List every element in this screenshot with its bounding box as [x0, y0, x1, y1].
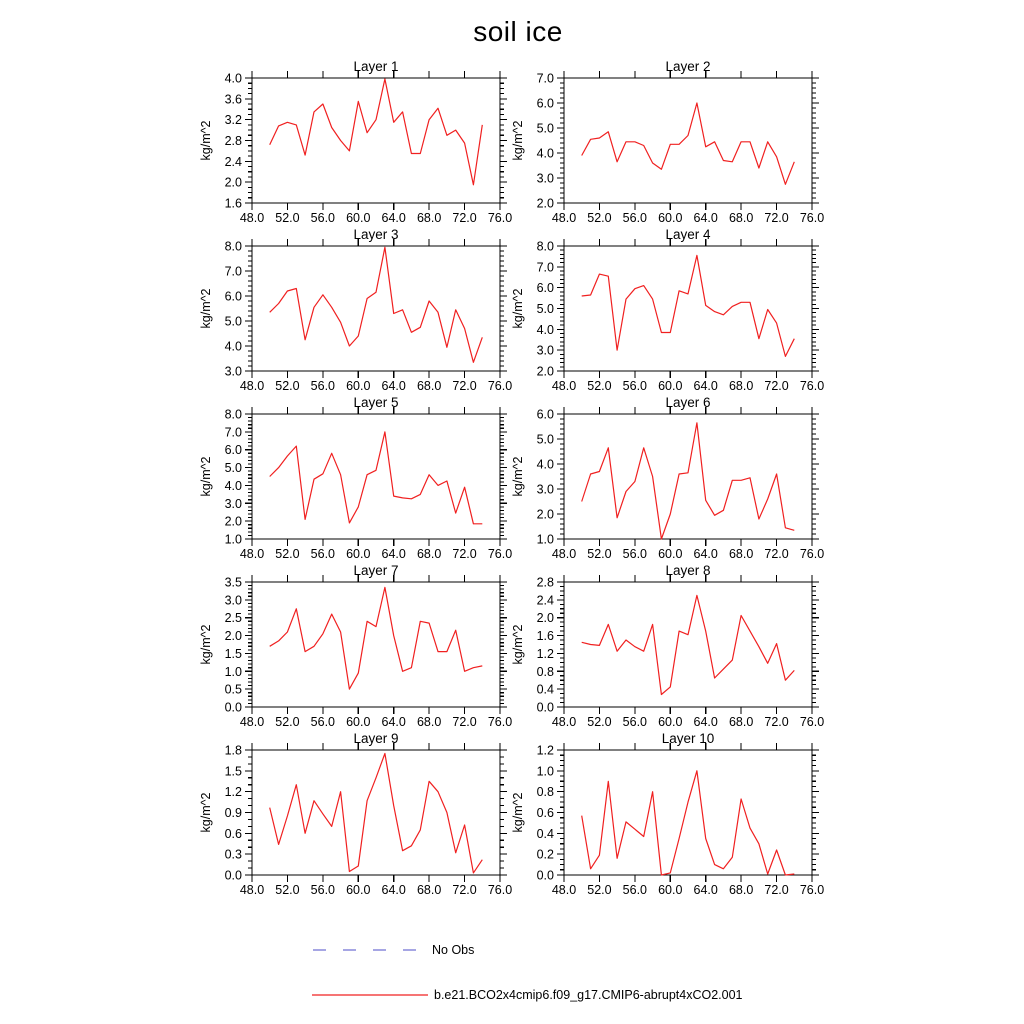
y-tick-label: 1.2 — [536, 743, 554, 758]
panel-title: Layer 9 — [353, 731, 399, 746]
axes-layer-9 — [245, 743, 507, 882]
y-axis-label: kg/m^2 — [511, 624, 525, 665]
chart-panel-layer-10 — [511, 731, 824, 897]
data-line-layer-6 — [582, 423, 795, 539]
legend-item-model — [312, 988, 743, 1002]
y-tick-label: 0.3 — [224, 847, 242, 862]
axes-layer-6 — [557, 407, 819, 546]
y-axis-label: kg/m^2 — [199, 288, 213, 329]
legend-label-no-obs: No Obs — [432, 943, 475, 957]
data-line-layer-4 — [582, 255, 795, 356]
y-tick-label: 0.5 — [224, 682, 242, 697]
x-tick-label: 48.0 — [551, 715, 577, 729]
x-tick-label: 76.0 — [799, 211, 825, 225]
y-tick-label: 1.0 — [224, 532, 242, 547]
y-axis-label: kg/m^2 — [199, 120, 213, 161]
x-tick-label: 48.0 — [239, 883, 265, 897]
x-tick-label: 68.0 — [416, 547, 442, 561]
x-tick-label: 72.0 — [452, 883, 477, 897]
x-tick-label: 52.0 — [587, 547, 612, 561]
x-tick-label: 60.0 — [658, 547, 683, 561]
x-tick-label: 48.0 — [551, 883, 577, 897]
y-tick-label: 1.6 — [536, 629, 554, 644]
x-tick-label: 68.0 — [416, 379, 442, 393]
axes-layer-4 — [557, 239, 819, 378]
x-tick-label: 52.0 — [275, 715, 300, 729]
chart-panel-layer-4 — [511, 227, 824, 393]
axes-layer-1 — [245, 71, 507, 210]
x-tick-label: 56.0 — [622, 883, 648, 897]
x-tick-label: 72.0 — [764, 715, 789, 729]
axes-layer-3 — [245, 239, 507, 378]
y-axis-label: kg/m^2 — [511, 120, 525, 161]
y-tick-label: 6.0 — [224, 443, 242, 458]
x-tick-label: 52.0 — [275, 211, 300, 225]
x-tick-label: 52.0 — [275, 379, 300, 393]
x-tick-label: 68.0 — [728, 547, 754, 561]
x-tick-label: 64.0 — [381, 715, 406, 729]
x-tick-label: 56.0 — [622, 211, 648, 225]
y-tick-label: 5.0 — [536, 432, 554, 447]
y-tick-label: 1.6 — [224, 196, 242, 211]
y-tick-label: 0.8 — [536, 785, 554, 800]
y-tick-label: 2.0 — [536, 611, 554, 626]
y-axis-label: kg/m^2 — [199, 792, 213, 833]
x-tick-label: 72.0 — [452, 379, 477, 393]
panel-title: Layer 6 — [665, 395, 711, 410]
y-tick-label: 3.0 — [224, 593, 242, 608]
y-tick-label: 8.0 — [224, 239, 242, 254]
y-axis-label: kg/m^2 — [511, 792, 525, 833]
x-tick-label: 60.0 — [658, 883, 683, 897]
y-tick-label: 3.0 — [536, 482, 554, 497]
page-title: soil ice — [473, 16, 563, 47]
y-tick-label: 0.0 — [224, 700, 242, 715]
y-tick-label: 3.5 — [224, 575, 242, 590]
x-tick-label: 72.0 — [764, 547, 789, 561]
y-tick-label: 4.0 — [224, 478, 242, 493]
x-tick-label: 60.0 — [346, 211, 371, 225]
x-tick-label: 48.0 — [239, 715, 265, 729]
x-tick-label: 52.0 — [587, 715, 612, 729]
data-line-layer-1 — [270, 79, 483, 185]
chart-panel-layer-5 — [199, 395, 512, 561]
x-tick-label: 76.0 — [799, 379, 825, 393]
y-tick-label: 6.0 — [536, 407, 554, 422]
axes-layer-7 — [245, 575, 507, 714]
y-tick-label: 1.8 — [224, 743, 242, 758]
x-tick-label: 52.0 — [587, 379, 612, 393]
x-tick-label: 52.0 — [275, 883, 300, 897]
y-tick-label: 7.0 — [224, 425, 242, 440]
data-line-layer-5 — [270, 432, 483, 524]
chart-panel-layer-8 — [511, 563, 824, 729]
data-line-layer-10 — [582, 771, 795, 875]
x-tick-label: 60.0 — [658, 211, 683, 225]
chart-panel-layer-3 — [199, 227, 512, 393]
chart-panel-layer-9 — [199, 731, 512, 897]
x-tick-label: 56.0 — [622, 547, 648, 561]
y-tick-label: 1.5 — [224, 646, 242, 661]
x-tick-label: 56.0 — [310, 883, 336, 897]
x-tick-label: 56.0 — [622, 379, 648, 393]
x-tick-label: 56.0 — [310, 211, 336, 225]
x-tick-label: 48.0 — [239, 547, 265, 561]
y-tick-label: 4.0 — [536, 322, 554, 337]
x-tick-label: 48.0 — [551, 379, 577, 393]
y-tick-label: 2.4 — [536, 593, 554, 608]
y-tick-label: 2.0 — [224, 629, 242, 644]
data-line-layer-3 — [270, 247, 483, 362]
x-tick-label: 64.0 — [381, 547, 406, 561]
data-line-layer-8 — [582, 595, 795, 694]
x-tick-label: 76.0 — [799, 547, 825, 561]
y-tick-label: 5.0 — [536, 302, 554, 316]
y-tick-label: 0.0 — [224, 868, 242, 883]
x-tick-label: 52.0 — [587, 211, 612, 225]
x-tick-label: 76.0 — [487, 211, 513, 225]
x-tick-label: 56.0 — [310, 715, 336, 729]
panel-title: Layer 3 — [353, 227, 399, 242]
x-tick-label: 76.0 — [487, 883, 513, 897]
y-tick-label: 2.5 — [224, 611, 242, 626]
y-tick-label: 2.0 — [536, 507, 554, 522]
x-tick-label: 56.0 — [310, 379, 336, 393]
legend-label-model: b.e21.BCO2x4cmip6.f09_g17.CMIP6-abrupt4xCO2.001 — [434, 988, 743, 1002]
x-tick-label: 72.0 — [452, 547, 477, 561]
y-tick-label: 5.0 — [224, 461, 242, 476]
x-tick-label: 60.0 — [658, 715, 683, 729]
x-tick-label: 72.0 — [764, 379, 789, 393]
chart-panel-layer-2 — [511, 59, 824, 225]
y-tick-label: 1.0 — [536, 532, 554, 547]
data-line-layer-7 — [270, 587, 483, 689]
x-tick-label: 68.0 — [416, 211, 442, 225]
chart-panel-layer-6 — [511, 395, 824, 561]
y-tick-label: 6.0 — [224, 289, 242, 304]
y-axis-label: kg/m^2 — [511, 288, 525, 329]
y-axis-label: kg/m^2 — [199, 624, 213, 665]
x-tick-label: 48.0 — [239, 211, 265, 225]
x-tick-label: 68.0 — [416, 715, 442, 729]
y-tick-label: 2.0 — [224, 175, 242, 190]
x-tick-label: 60.0 — [658, 379, 683, 393]
y-tick-label: 1.2 — [224, 785, 242, 800]
y-tick-label: 3.0 — [224, 364, 242, 379]
x-tick-label: 60.0 — [346, 883, 371, 897]
y-tick-label: 0.6 — [224, 826, 242, 841]
x-tick-label: 68.0 — [728, 211, 754, 225]
y-tick-label: 3.0 — [536, 343, 554, 358]
x-tick-label: 64.0 — [381, 883, 406, 897]
panel-title: Layer 7 — [353, 563, 399, 578]
y-tick-label: 0.2 — [536, 847, 554, 862]
x-tick-label: 48.0 — [239, 379, 265, 393]
y-tick-label: 8.0 — [224, 407, 242, 422]
x-tick-label: 68.0 — [728, 379, 754, 393]
y-tick-label: 2.0 — [536, 196, 554, 211]
y-tick-label: 0.0 — [536, 700, 554, 715]
y-tick-label: 3.0 — [224, 496, 242, 511]
y-tick-label: 6.0 — [536, 281, 554, 296]
y-axis-label: kg/m^2 — [199, 456, 213, 497]
axes-layer-10 — [557, 743, 819, 882]
y-tick-label: 0.0 — [536, 868, 554, 883]
x-tick-label: 76.0 — [487, 547, 513, 561]
x-tick-label: 60.0 — [346, 547, 371, 561]
x-tick-label: 64.0 — [381, 211, 406, 225]
y-tick-label: 1.2 — [536, 646, 554, 661]
panel-title: Layer 1 — [353, 59, 399, 74]
y-tick-label: 2.0 — [536, 364, 554, 379]
x-tick-label: 76.0 — [799, 715, 825, 729]
model-line-sample-icon — [312, 992, 428, 998]
y-tick-label: 2.8 — [224, 134, 242, 148]
chart-panel-layer-1 — [199, 59, 512, 225]
x-tick-label: 72.0 — [452, 211, 477, 225]
legend-item-no-obs — [313, 943, 474, 957]
y-tick-label: 5.0 — [536, 121, 554, 136]
x-tick-label: 76.0 — [799, 883, 825, 897]
x-tick-label: 64.0 — [693, 547, 718, 561]
y-tick-label: 1.0 — [224, 664, 242, 679]
y-tick-label: 5.0 — [224, 314, 242, 329]
data-line-layer-9 — [270, 754, 483, 873]
x-tick-label: 64.0 — [693, 211, 718, 225]
y-tick-label: 0.4 — [536, 682, 554, 697]
y-tick-label: 6.0 — [536, 96, 554, 111]
panel-title: Layer 5 — [353, 395, 399, 410]
x-tick-label: 76.0 — [487, 379, 513, 393]
x-tick-label: 64.0 — [693, 715, 718, 729]
x-tick-label: 72.0 — [452, 715, 477, 729]
y-tick-label: 3.2 — [224, 113, 242, 128]
y-tick-label: 2.0 — [224, 514, 242, 529]
y-tick-label: 4.0 — [224, 339, 242, 354]
x-tick-label: 68.0 — [728, 883, 754, 897]
y-tick-label: 4.0 — [536, 457, 554, 472]
y-tick-label: 4.0 — [224, 71, 242, 86]
panel-title: Layer 8 — [665, 563, 711, 578]
x-tick-label: 52.0 — [275, 547, 300, 561]
x-tick-label: 52.0 — [587, 883, 612, 897]
y-tick-label: 0.8 — [536, 664, 554, 679]
y-axis-label: kg/m^2 — [511, 456, 525, 497]
y-tick-label: 1.5 — [224, 764, 242, 779]
x-tick-label: 60.0 — [346, 379, 371, 393]
panel-title: Layer 2 — [665, 59, 711, 74]
x-tick-label: 48.0 — [551, 211, 577, 225]
x-tick-label: 72.0 — [764, 211, 789, 225]
x-tick-label: 72.0 — [764, 883, 789, 897]
x-tick-label: 56.0 — [622, 715, 648, 729]
x-tick-label: 48.0 — [551, 547, 577, 561]
y-tick-label: 2.4 — [224, 154, 242, 169]
y-tick-label: 4.0 — [536, 146, 554, 161]
y-tick-label: 1.0 — [536, 764, 554, 779]
y-tick-label: 7.0 — [536, 71, 554, 86]
axes-layer-5 — [245, 407, 507, 546]
y-tick-label: 7.0 — [224, 264, 242, 279]
y-tick-label: 8.0 — [536, 239, 554, 254]
x-tick-label: 68.0 — [416, 883, 442, 897]
y-tick-label: 0.4 — [536, 826, 554, 841]
y-tick-label: 2.8 — [536, 575, 554, 590]
x-tick-label: 60.0 — [346, 715, 371, 729]
x-tick-label: 64.0 — [693, 379, 718, 393]
panel-title: Layer 10 — [661, 731, 715, 746]
y-tick-label: 3.6 — [224, 92, 242, 107]
x-tick-label: 68.0 — [728, 715, 754, 729]
panel-title: Layer 4 — [665, 227, 711, 242]
x-tick-label: 64.0 — [381, 379, 406, 393]
x-tick-label: 76.0 — [487, 715, 513, 729]
y-tick-label: 0.9 — [224, 806, 242, 820]
x-tick-label: 64.0 — [693, 883, 718, 897]
no-obs-line-sample-icon — [313, 947, 423, 953]
chart-panel-layer-7 — [199, 563, 512, 729]
data-line-layer-2 — [582, 103, 795, 184]
y-tick-label: 3.0 — [536, 171, 554, 186]
axes-layer-2 — [557, 71, 819, 210]
x-tick-label: 56.0 — [310, 547, 336, 561]
y-tick-label: 7.0 — [536, 260, 554, 275]
y-tick-label: 0.6 — [536, 806, 554, 820]
